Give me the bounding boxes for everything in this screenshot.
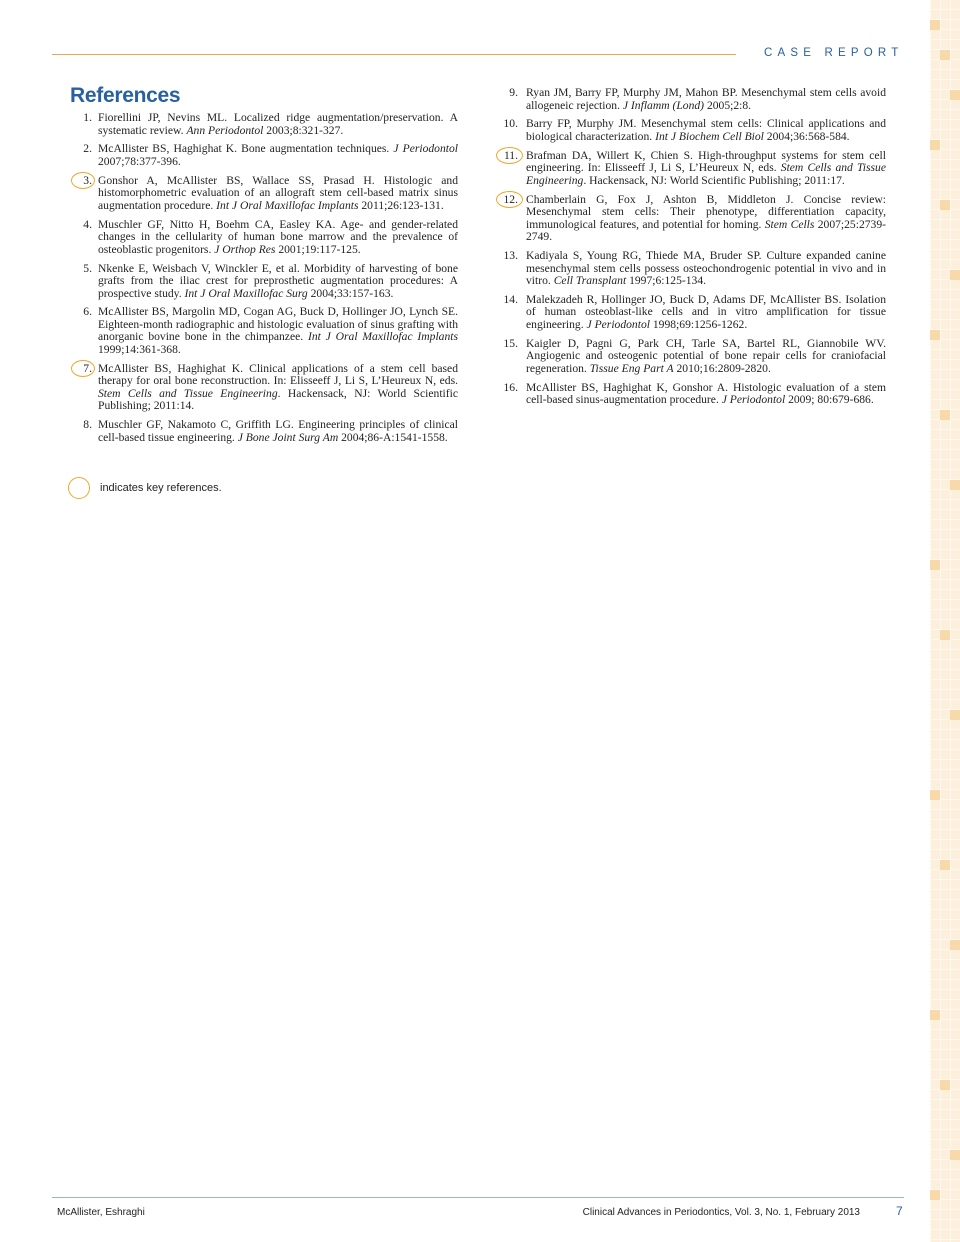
reference-number: 3. [83,173,92,187]
header-rule [52,54,736,55]
reference-journal-title: Int J Oral Maxillofac Surg [184,286,308,300]
reference-text-segment: 2007;25:2739-2749. [526,217,886,244]
page-number: 7 [896,1204,903,1218]
edge-block [940,630,950,640]
reference-text [98,418,458,444]
reference-journal-title: Int J Oral Maxillofac Implants [307,330,458,344]
reference-text-segment: 2001;19:117-125. [275,242,361,256]
reference-number: 11. [503,148,518,162]
reference-text-segment: . Hackensack, NJ: World Scientific Publishing; 2011:17. [583,173,845,187]
reference-text-segment: McAllister BS, Haghighat K, Gonshor A. Histologic evaluation of a stem cell-based sinus-augmentation procedure. [526,380,886,407]
reference-journal-title: Stem Cells and Tissue Engineering [526,161,886,187]
reference-text [526,249,886,287]
reference-journal-title: Ann Periodontol [186,123,264,137]
reference-text-segment: 2005;2:8. [704,98,752,112]
reference-journal-title: J Periodontol [586,317,650,331]
reference-text [98,111,458,137]
reference-journal-title: J Orthop Res [214,242,276,256]
reference-text [526,117,886,143]
reference-journal-title: J Inflamm (Lond) [622,98,705,112]
reference-text [526,293,886,331]
key-legend-text: indicates key references. [100,482,222,494]
edge-block [930,330,940,340]
edge-block [950,270,960,280]
reference-number: 10. [503,117,518,131]
reference-number: 6. [83,305,92,319]
reference-text-segment: 1997;6:125-134. [626,274,707,288]
reference-text-segment: Kaigler D, Pagni G, Park CH, Tarle SA, Bartel RL, Giannobile WV. Angiogenic and osteogenic potential of bone repair cells for craniofacial regeneration. [526,336,886,375]
reference-text-segment: McAllister BS, Margolin MD, Cogan AG, Buck D, Hollinger JO, Lynch SE. Eighteen-month radiographic and histologic evaluation of sinus grafting with anorganic bovine bone in the chimpanzee. [98,305,458,344]
reference-item [70,263,458,301]
section-label: CASE REPORT [764,47,904,59]
edge-block [940,200,950,210]
edge-block [950,940,960,950]
reference-text-segment: 2007;78:377-396. [98,154,181,168]
reference-text [98,218,458,256]
reference-text-segment: 1999;14:361-368. [98,342,181,356]
edge-block [950,480,960,490]
reference-text [526,337,886,375]
reference-item [70,419,458,444]
key-circle-icon [68,477,90,499]
key-reference-legend [68,477,222,499]
reference-text-segment: 2004;33:157-163. [307,286,394,300]
reference-text [526,86,886,112]
edge-block [950,1150,960,1160]
reference-number: 5. [83,261,92,275]
reference-text-segment: McAllister BS, Haghighat K. Bone augmentation techniques. [98,142,394,156]
reference-number: 16. [503,380,518,394]
reference-journal-title: J Bone Joint Surg Am [237,430,339,444]
reference-text-segment: Brafman DA, Willert K, Chien S. High-throughput systems for stem cell engineering. In: Elisseeff J, Li S, L’Heureux N, eds. [526,148,886,175]
reference-text-segment: Chamberlain G, Fox J, Ashton B, Middleton J. Concise review: Mesenchymal stem cells: Their phenotype, differentiation capacity, immunological features, and potential for homing. [526,192,886,231]
key-reference-circle-icon [71,172,95,189]
reference-text-segment: 2011;26:123-131. [358,198,444,212]
reference-text [526,149,886,187]
reference-journal-title: Stem Cells [764,217,815,231]
reference-text [98,305,458,356]
footer-authors: McAllister, Eshraghi [57,1207,145,1218]
reference-journal-title: J Periodontol [393,142,459,156]
reference-item [70,175,458,213]
reference-number: 7. [83,361,92,375]
reference-item [498,118,886,143]
reference-text-segment: Fiorellini JP, Nevins ML. Localized ridge augmentation/preservation. A systematic review. [98,111,458,137]
reference-text-segment: Nkenke E, Weisbach V, Winckler E, et al. Morbidity of harvesting of bone grafts from the iliac crest for preprosthetic augmentation procedures: A prospective study. [98,261,458,300]
edge-block [930,140,940,150]
key-reference-circle-icon [496,147,523,164]
references-right-column [498,87,886,413]
reference-number: 2. [83,142,92,156]
reference-item [498,382,886,407]
footer-journal-citation: Clinical Advances in Periodontics, Vol. 3, No. 1, February 2013 [582,1207,860,1218]
edge-block [950,90,960,100]
reference-text-segment: Barry FP, Murphy JM. Mesenchymal stem cells: Clinical applications and biological characterization. [526,117,886,143]
reference-journal-title: Int J Oral Maxillofac Implants [216,198,359,212]
edge-block [930,20,940,30]
edge-block [930,1190,940,1200]
reference-text-segment: 2009; 80:679-686. [785,393,874,407]
reference-number: 12. [503,192,518,206]
reference-text-segment: McAllister BS, Haghighat K. Clinical applications of a stem cell based therapy for oral bone reconstruction. In: Elisseeff J, Li S, L’Heureux N, eds. [98,361,458,388]
reference-number: 1. [83,111,92,124]
reference-text-segment: Muschler GF, Nakamoto C, Griffith LG. Engineering principles of clinical cell-based tissue engineering. [98,418,458,444]
reference-item [70,306,458,356]
reference-text-segment: Malekzadeh R, Hollinger JO, Buck D, Adams DF, McAllister BS. Isolation of human osteoblast-like cells and in vitro amplification for tissue engineering. [526,292,886,331]
reference-item [70,363,458,413]
reference-item [70,219,458,257]
edge-block [930,790,940,800]
reference-item [498,87,886,112]
reference-item [498,194,886,244]
reference-number: 4. [83,217,92,231]
references-heading: References [70,84,181,107]
reference-number: 8. [83,418,92,432]
footer-rule [52,1197,904,1198]
reference-item [498,250,886,288]
reference-item [498,150,886,188]
reference-text-segment: 2004;36:568-584. [763,129,850,143]
reference-text [526,381,886,407]
reference-journal-title: Stem Cells and Tissue Engineering [98,386,278,400]
edge-block [930,560,940,570]
reference-text [98,174,458,212]
reference-text-segment: . Hackensack, NJ: World Scientific Publishing; 2011:14. [98,386,458,413]
reference-text-segment: Gonshor A, McAllister BS, Wallace SS, Prasad H. Histologic and histomorphometric evaluation of an allograft stem cell-based matrix sinus augmentation procedure. [98,173,458,212]
reference-item [498,294,886,332]
key-reference-circle-icon [71,360,95,377]
edge-block [940,50,950,60]
reference-text-segment: 2004;86-A:1541-1558. [338,430,448,444]
edge-block [940,860,950,870]
edge-block [930,1010,940,1020]
reference-number: 15. [503,336,518,350]
reference-text-segment: Kadiyala S, Young RG, Thiede MA, Bruder SP. Culture expanded canine mesenchymal stem cells possess osteochondrogenic potential in vivo and in vitro. [526,249,886,288]
edge-block [940,1080,950,1090]
edge-block [950,710,960,720]
reference-item [70,112,458,137]
reference-journal-title: J Periodontol [721,393,786,407]
key-reference-circle-icon [496,191,523,208]
reference-number: 9. [509,86,518,99]
references-left-column [70,112,458,451]
reference-item [498,338,886,376]
reference-item [70,143,458,168]
reference-text [98,262,458,300]
reference-journal-title: Tissue Eng Part A [589,361,674,375]
reference-text [526,193,886,244]
reference-journal-title: Cell Transplant [553,274,627,288]
reference-number: 13. [503,249,518,263]
reference-text-segment: Muschler GF, Nitto H, Boehm CA, Easley KA. Age- and gender-related changes in the cellularity of human bone marrow and the prevalence of osteoblastic progenitors. [98,217,458,256]
reference-journal-title: Int J Biochem Cell Biol [655,129,764,143]
reference-text-segment: Ryan JM, Barry FP, Murphy JM, Mahon BP. Mesenchymal stem cells avoid allogeneic rejection. [526,86,886,112]
reference-text-segment: 2010;16:2809-2820. [673,361,771,375]
reference-number: 14. [503,292,518,306]
reference-text-segment: 2003;8:321-327. [263,123,344,137]
reference-text-segment: 1998;69:1256-1262. [649,317,748,331]
decorative-edge-strip [930,0,960,1242]
reference-text [98,362,458,413]
edge-block [940,410,950,420]
reference-text [98,142,458,168]
